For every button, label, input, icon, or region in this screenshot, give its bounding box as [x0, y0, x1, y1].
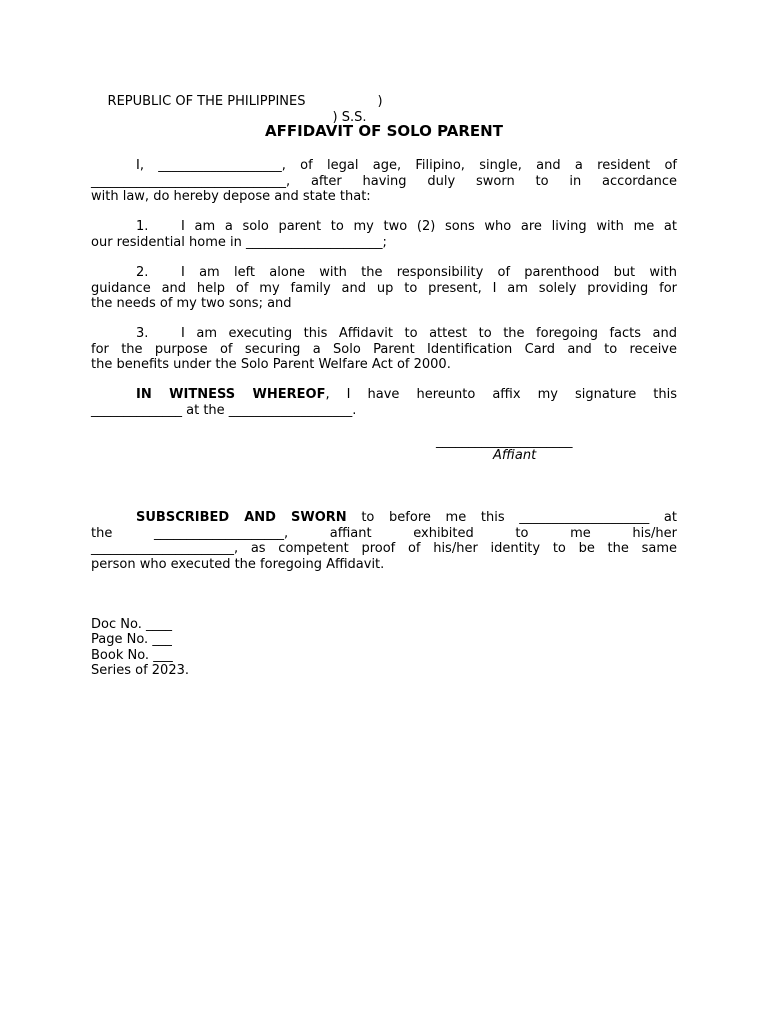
republic-text: REPUBLIC OF THE PHILIPPINES — [107, 93, 306, 109]
item-1 — [91, 219, 677, 250]
intro-line-1: I, ___________________, of legal age, Filipino, single, and a resident of — [136, 158, 677, 173]
witness-line-2: ______________ at the ___________________. — [91, 402, 357, 418]
jurat-line-3: ______________________, as competent proof of his/her identity to be the same — [91, 541, 677, 556]
item-2-line-1: 2. I am left alone with the responsibility of parenthood but with — [136, 265, 677, 280]
header-republic — [91, 78, 305, 125]
item-3-line-2: for the purpose of securing a Solo Parent Identification Card and to receive — [91, 341, 677, 357]
jurat-line-1: SUBSCRIBED AND SWORN to before me this ____________________ at — [136, 510, 677, 525]
jurat-line-4: person who executed the foregoing Affidavit. — [91, 556, 385, 572]
doc-no: Doc No. ____ — [91, 617, 172, 632]
intro-paragraph — [91, 158, 677, 205]
item-3-line-1: 3. I am executing this Affidavit to attest to the foregoing facts and — [136, 326, 677, 341]
affiant-signature-line: _____________________ — [436, 434, 573, 449]
page-no: Page No. ___ — [91, 632, 172, 647]
affiant-label: Affiant — [493, 448, 537, 463]
item-1-line-2: our residential home in _____________________; — [91, 234, 387, 250]
item-3 — [91, 326, 677, 373]
jurat-line-2: the ____________________, affiant exhibited to me his/her — [91, 525, 677, 541]
document-title: AFFIDAVIT OF SOLO PARENT — [265, 122, 503, 140]
book-no: Book No. ___ — [91, 648, 173, 663]
witness-paragraph — [91, 387, 677, 418]
item-2-line-2: guidance and help of my family and up to present, I am solely providing for — [91, 280, 677, 296]
item-1-line-1: 1. I am a solo parent to my two (2) sons who are living with me at — [136, 219, 677, 234]
intro-line-2: ______________________________, after having duly sworn to in accordance — [91, 173, 677, 189]
series: Series of 2023. — [91, 663, 189, 678]
item-2-line-3: the needs of my two sons; and — [91, 296, 292, 311]
header-paren: ) — [377, 93, 383, 109]
intro-line-3: with law, do hereby depose and state that: — [91, 189, 371, 204]
item-2 — [91, 265, 677, 312]
witness-line-1: IN WITNESS WHEREOF, I have hereunto affix my signature this — [136, 387, 678, 402]
jurat-paragraph — [91, 510, 677, 572]
item-3-line-3: the benefits under the Solo Parent Welfare Act of 2000. — [91, 357, 451, 372]
header-ss: ) S.S. — [332, 109, 367, 125]
